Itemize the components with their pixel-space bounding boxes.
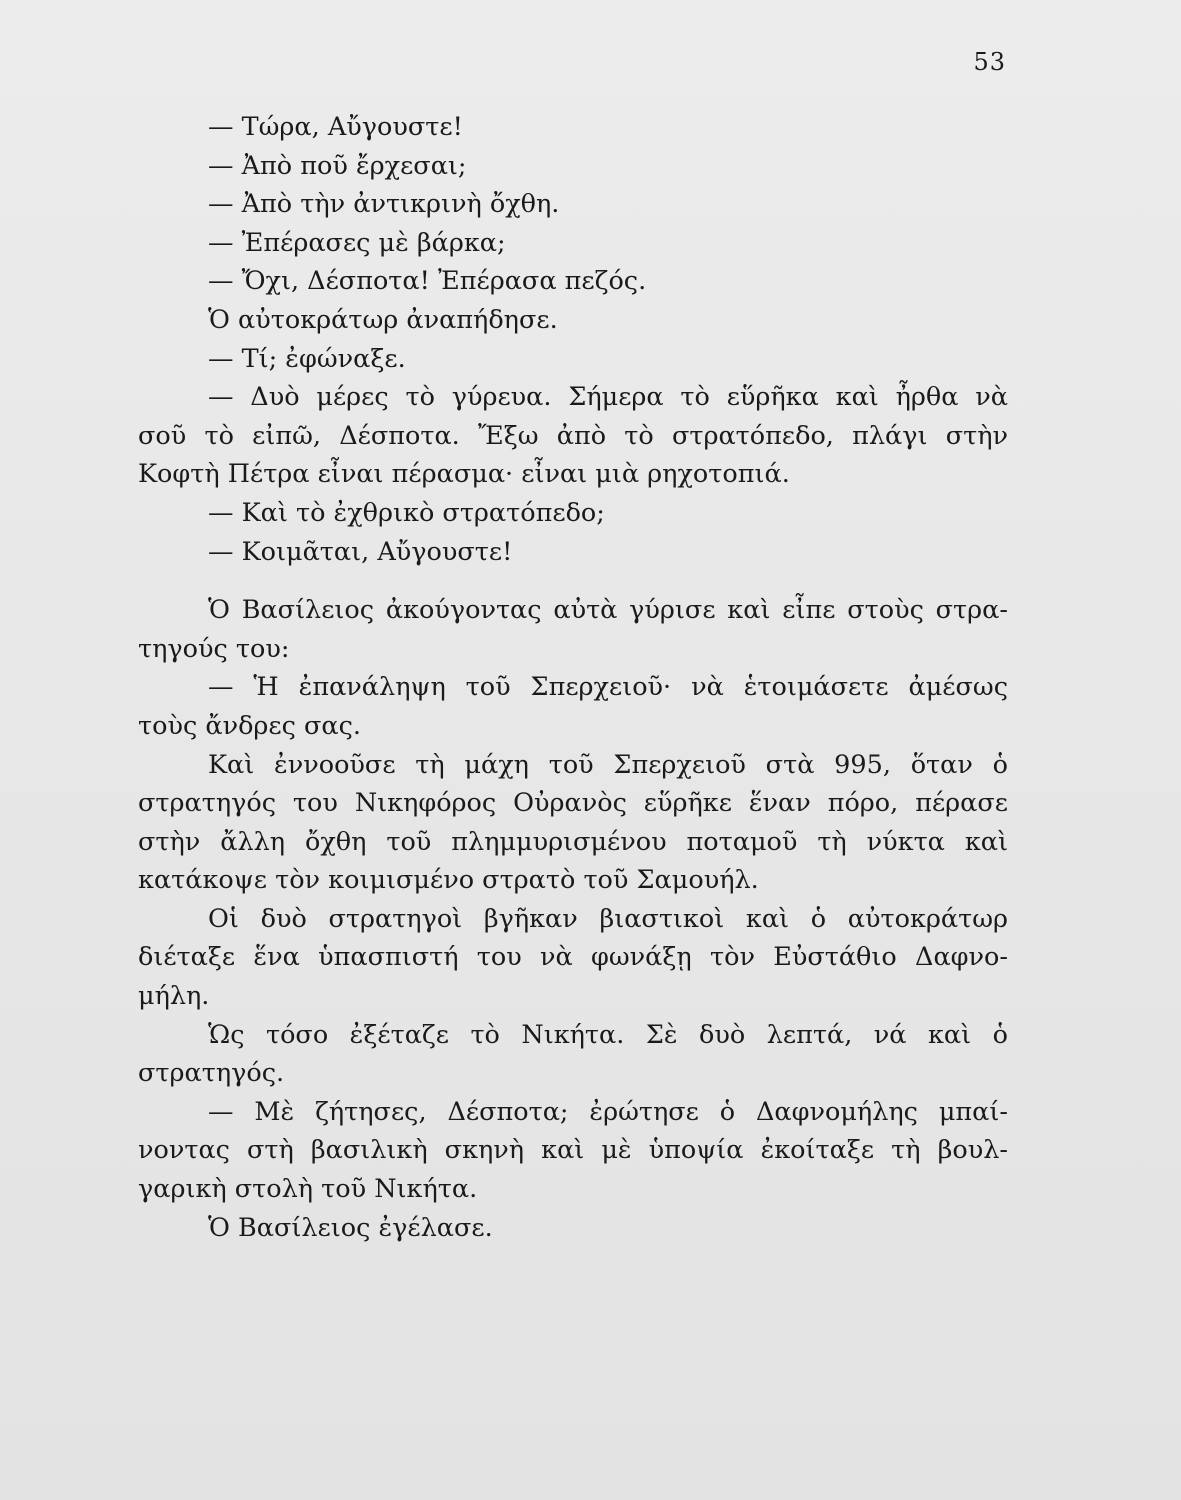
text-line: — Μὲ ζήτησες, Δέσποτα; ἐρώτησε ὁ Δαφνομήλης μπαί- — [208, 1096, 1008, 1127]
text-line: κατάκοψε τὸν κοιμισμένο στρατὸ τοῦ Σαμουήλ. — [138, 865, 759, 896]
text-line: — Καὶ τὸ ἐχθρικὸ στρατόπεδο; — [208, 497, 605, 528]
text-line: — Δυὸ μέρες τὸ γύρευα. Σήμερα τὸ εὕρῆκα καὶ ἦρθα νὰ — [208, 382, 1008, 413]
text-line: Ὁ αὐτοκράτωρ ἀναπήδησε. — [208, 304, 558, 335]
text-line: στὴν ἄλλη ὄχθη τοῦ πλημμυρισμένου ποταμοῦ τὴ νύκτα καὶ — [138, 826, 1008, 857]
text-line: Καὶ ἐννοοῦσε τὴ μάχη τοῦ Σπερχειοῦ στὰ 995, ὅταν ὁ — [208, 749, 1008, 780]
text-line: στρατηγός του Νικηφόρος Οὐρανὸς εὕρῆκε ἕναν πόρο, πέρασε — [138, 788, 1008, 819]
text-line: μήλη. — [138, 981, 210, 1012]
text-line: Ὁ Βασίλειος ἀκούγοντας αὐτὰ γύρισε καὶ εἶπε στοὺς στρα- — [208, 595, 1008, 626]
text-line: Κοφτὴ Πέτρα εἶναι πέρασμα· εἶναι μιὰ ρηχοτοπιά. — [138, 459, 790, 490]
text-line: — Ἀπὸ τὴν ἀντικρινὴ ὄχθη. — [208, 189, 560, 220]
text-line: διέταξε ἕνα ὑπασπιστή του νὰ φωνάξῃ τὸν Εὐστάθιο Δαφνο- — [138, 942, 1008, 973]
text-line: — Τί; ἐφώναξε. — [208, 343, 406, 374]
text-line: νοντας στὴ βασιλικὴ σκηνὴ καὶ μὲ ὑποψία ἐκοίταξε τὴ βουλ- — [138, 1135, 1008, 1166]
text-line: — Ἀπὸ ποῦ ἔρχεσαι; — [208, 150, 467, 181]
page-text — [138, 108, 1008, 1247]
text-line: — Κοιμᾶται, Αὔγουστε! — [208, 536, 513, 567]
text-line: στρατηγός. — [138, 1058, 285, 1089]
text-line: Οἱ δυὸ στρατηγοὶ βγῆκαν βιαστικοὶ καὶ ὁ αὐτοκράτωρ — [208, 903, 1008, 934]
text-line: Ὁ Βασίλειος ἐγέλασε. — [208, 1212, 493, 1243]
text-line: — Ἡ ἐπανάληψη τοῦ Σπερχειοῦ· νὰ ἑτοιμάσετε ἀμέσως — [208, 672, 1008, 703]
text-line: — Ἐπέρασες μὲ βάρκα; — [208, 227, 506, 258]
text-line: — Τώρα, Αὔγουστε! — [208, 112, 463, 142]
text-line: τηγούς του: — [138, 633, 290, 664]
text-line: γαρικὴ στολὴ τοῦ Νικήτα. — [138, 1174, 478, 1205]
page-number: 53 — [973, 48, 1006, 76]
text-line: Ὡς τόσο ἐξέταζε τὸ Νικήτα. Σὲ δυὸ λεπτά, νά καὶ ὁ — [208, 1019, 1008, 1050]
section-gap — [138, 571, 1008, 591]
text-line: σοῦ τὸ εἰπῶ, Δέσποτα. Ἔξω ἀπὸ τὸ στρατόπεδο, πλάγι στὴν — [138, 420, 1008, 451]
text-line: τοὺς ἄνδρες σας. — [138, 710, 362, 741]
text-line: — Ὄχι, Δέσποτα! Ἐπέρασα πεζός. — [208, 266, 647, 297]
